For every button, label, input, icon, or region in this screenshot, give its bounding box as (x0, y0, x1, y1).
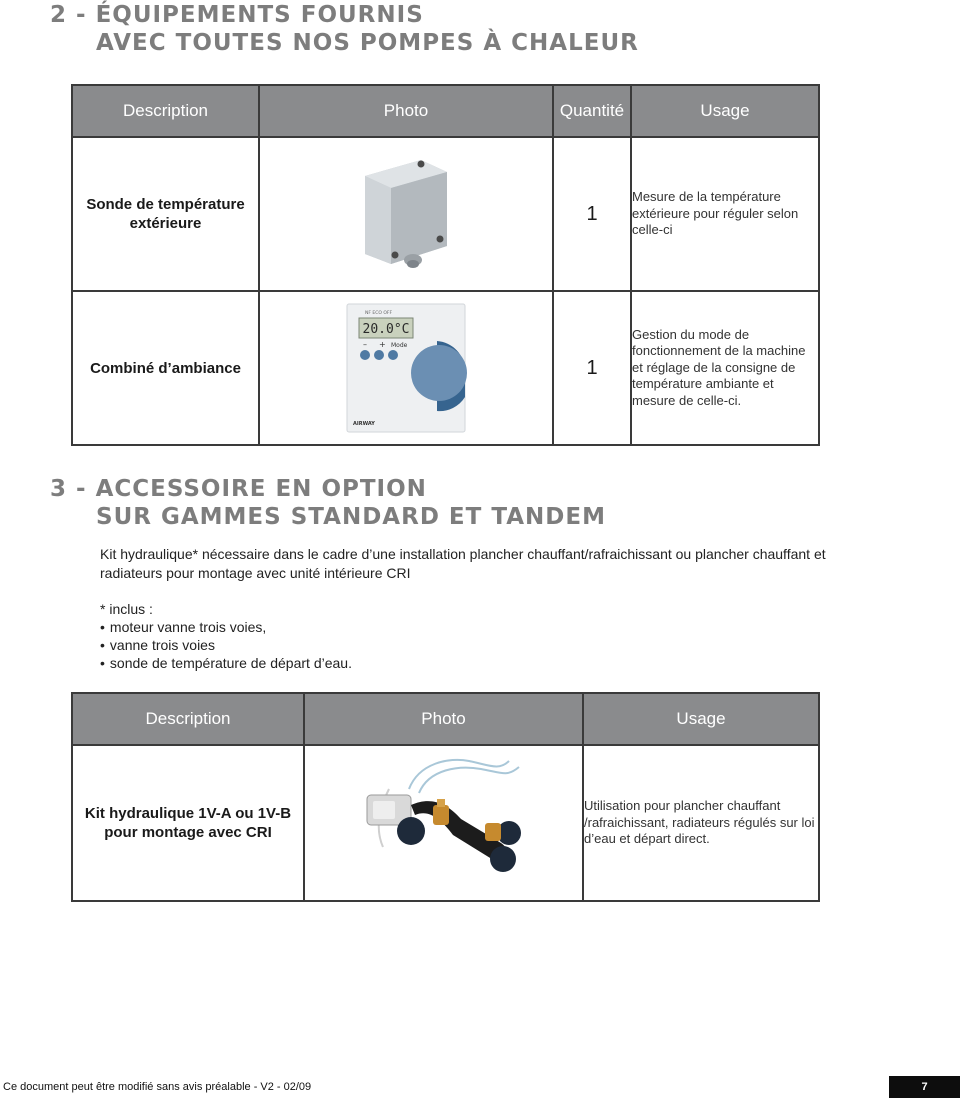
header-usage: Usage (583, 693, 819, 745)
included-label: * inclus : (100, 601, 153, 617)
footer-text: Ce document peut être modifié sans avis préalable - V2 - 02/09 (3, 1081, 312, 1093)
section-2-title-line2: AVEC TOUTES NOS POMPES À CHALEUR (96, 30, 639, 56)
thermostat-display: 20.0°C (362, 322, 410, 337)
header-quantity: Quantité (553, 85, 631, 137)
included-items (100, 600, 860, 672)
room-thermostat-image (341, 301, 471, 435)
row-description: Kit hydraulique 1V-A ou 1V-B pour montage avec CRI (72, 745, 304, 901)
list-item: • vanne trois voies (100, 636, 860, 654)
row-usage: Utilisation pour plancher chauffant /rafraichissant, radiateurs régulés sur loi d’eau et départ direct. (583, 745, 819, 901)
row-quantity: 1 (553, 137, 631, 291)
section-2-title (50, 1, 639, 57)
thermostat-mode-icons: NF ECO OFF (365, 311, 393, 316)
header-photo: Photo (304, 693, 583, 745)
accessory-table-header (72, 693, 819, 745)
accessory-table (71, 692, 820, 902)
hydraulic-kit-image (349, 749, 539, 897)
thermostat-minus: – (363, 340, 367, 349)
header-description: Description (72, 85, 259, 137)
thermostat-mode-label: Mode (391, 342, 408, 349)
page-number: 7 (889, 1076, 960, 1098)
list-item: • sonde de température de départ d’eau. (100, 654, 860, 672)
table-row (72, 745, 819, 901)
row-photo (259, 137, 553, 291)
table-row (72, 291, 819, 445)
header-photo: Photo (259, 85, 553, 137)
row-photo (304, 745, 583, 901)
row-quantity: 1 (553, 291, 631, 445)
header-usage: Usage (631, 85, 819, 137)
section-3-title (50, 475, 606, 531)
row-description: Sonde de température extérieure (72, 137, 259, 291)
row-usage: Mesure de la température extérieure pour réguler selon celle-ci (631, 137, 819, 291)
included-list (100, 618, 860, 672)
row-usage: Gestion du mode de fonctionnement de la machine et réglage de la consigne de température ambiante et mesure de celle-ci. (631, 291, 819, 445)
temperature-sensor-image (351, 154, 461, 274)
equipment-table-header (72, 85, 819, 137)
thermostat-plus: + (379, 340, 386, 349)
row-description: Combiné d’ambiance (72, 291, 259, 445)
list-item: • moteur vanne trois voies, (100, 618, 860, 636)
equipment-table (71, 84, 820, 446)
section-3-title-line2: SUR GAMMES STANDARD ET TANDEM (96, 504, 606, 530)
section-2-title-line1: 2 - ÉQUIPEMENTS FOURNIS (50, 2, 424, 28)
header-description: Description (72, 693, 304, 745)
row-photo (259, 291, 553, 445)
thermostat-brand-logo: AIRWAY (353, 421, 375, 427)
kit-intro-text: Kit hydraulique* nécessaire dans le cadre d’une installation plancher chauffant/rafraichissant ou plancher chauffant et radiateurs pour montage avec unité intérieure CRI (100, 546, 826, 581)
table-row (72, 137, 819, 291)
section-3-title-line1: 3 - ACCESSOIRE EN OPTION (50, 476, 427, 502)
